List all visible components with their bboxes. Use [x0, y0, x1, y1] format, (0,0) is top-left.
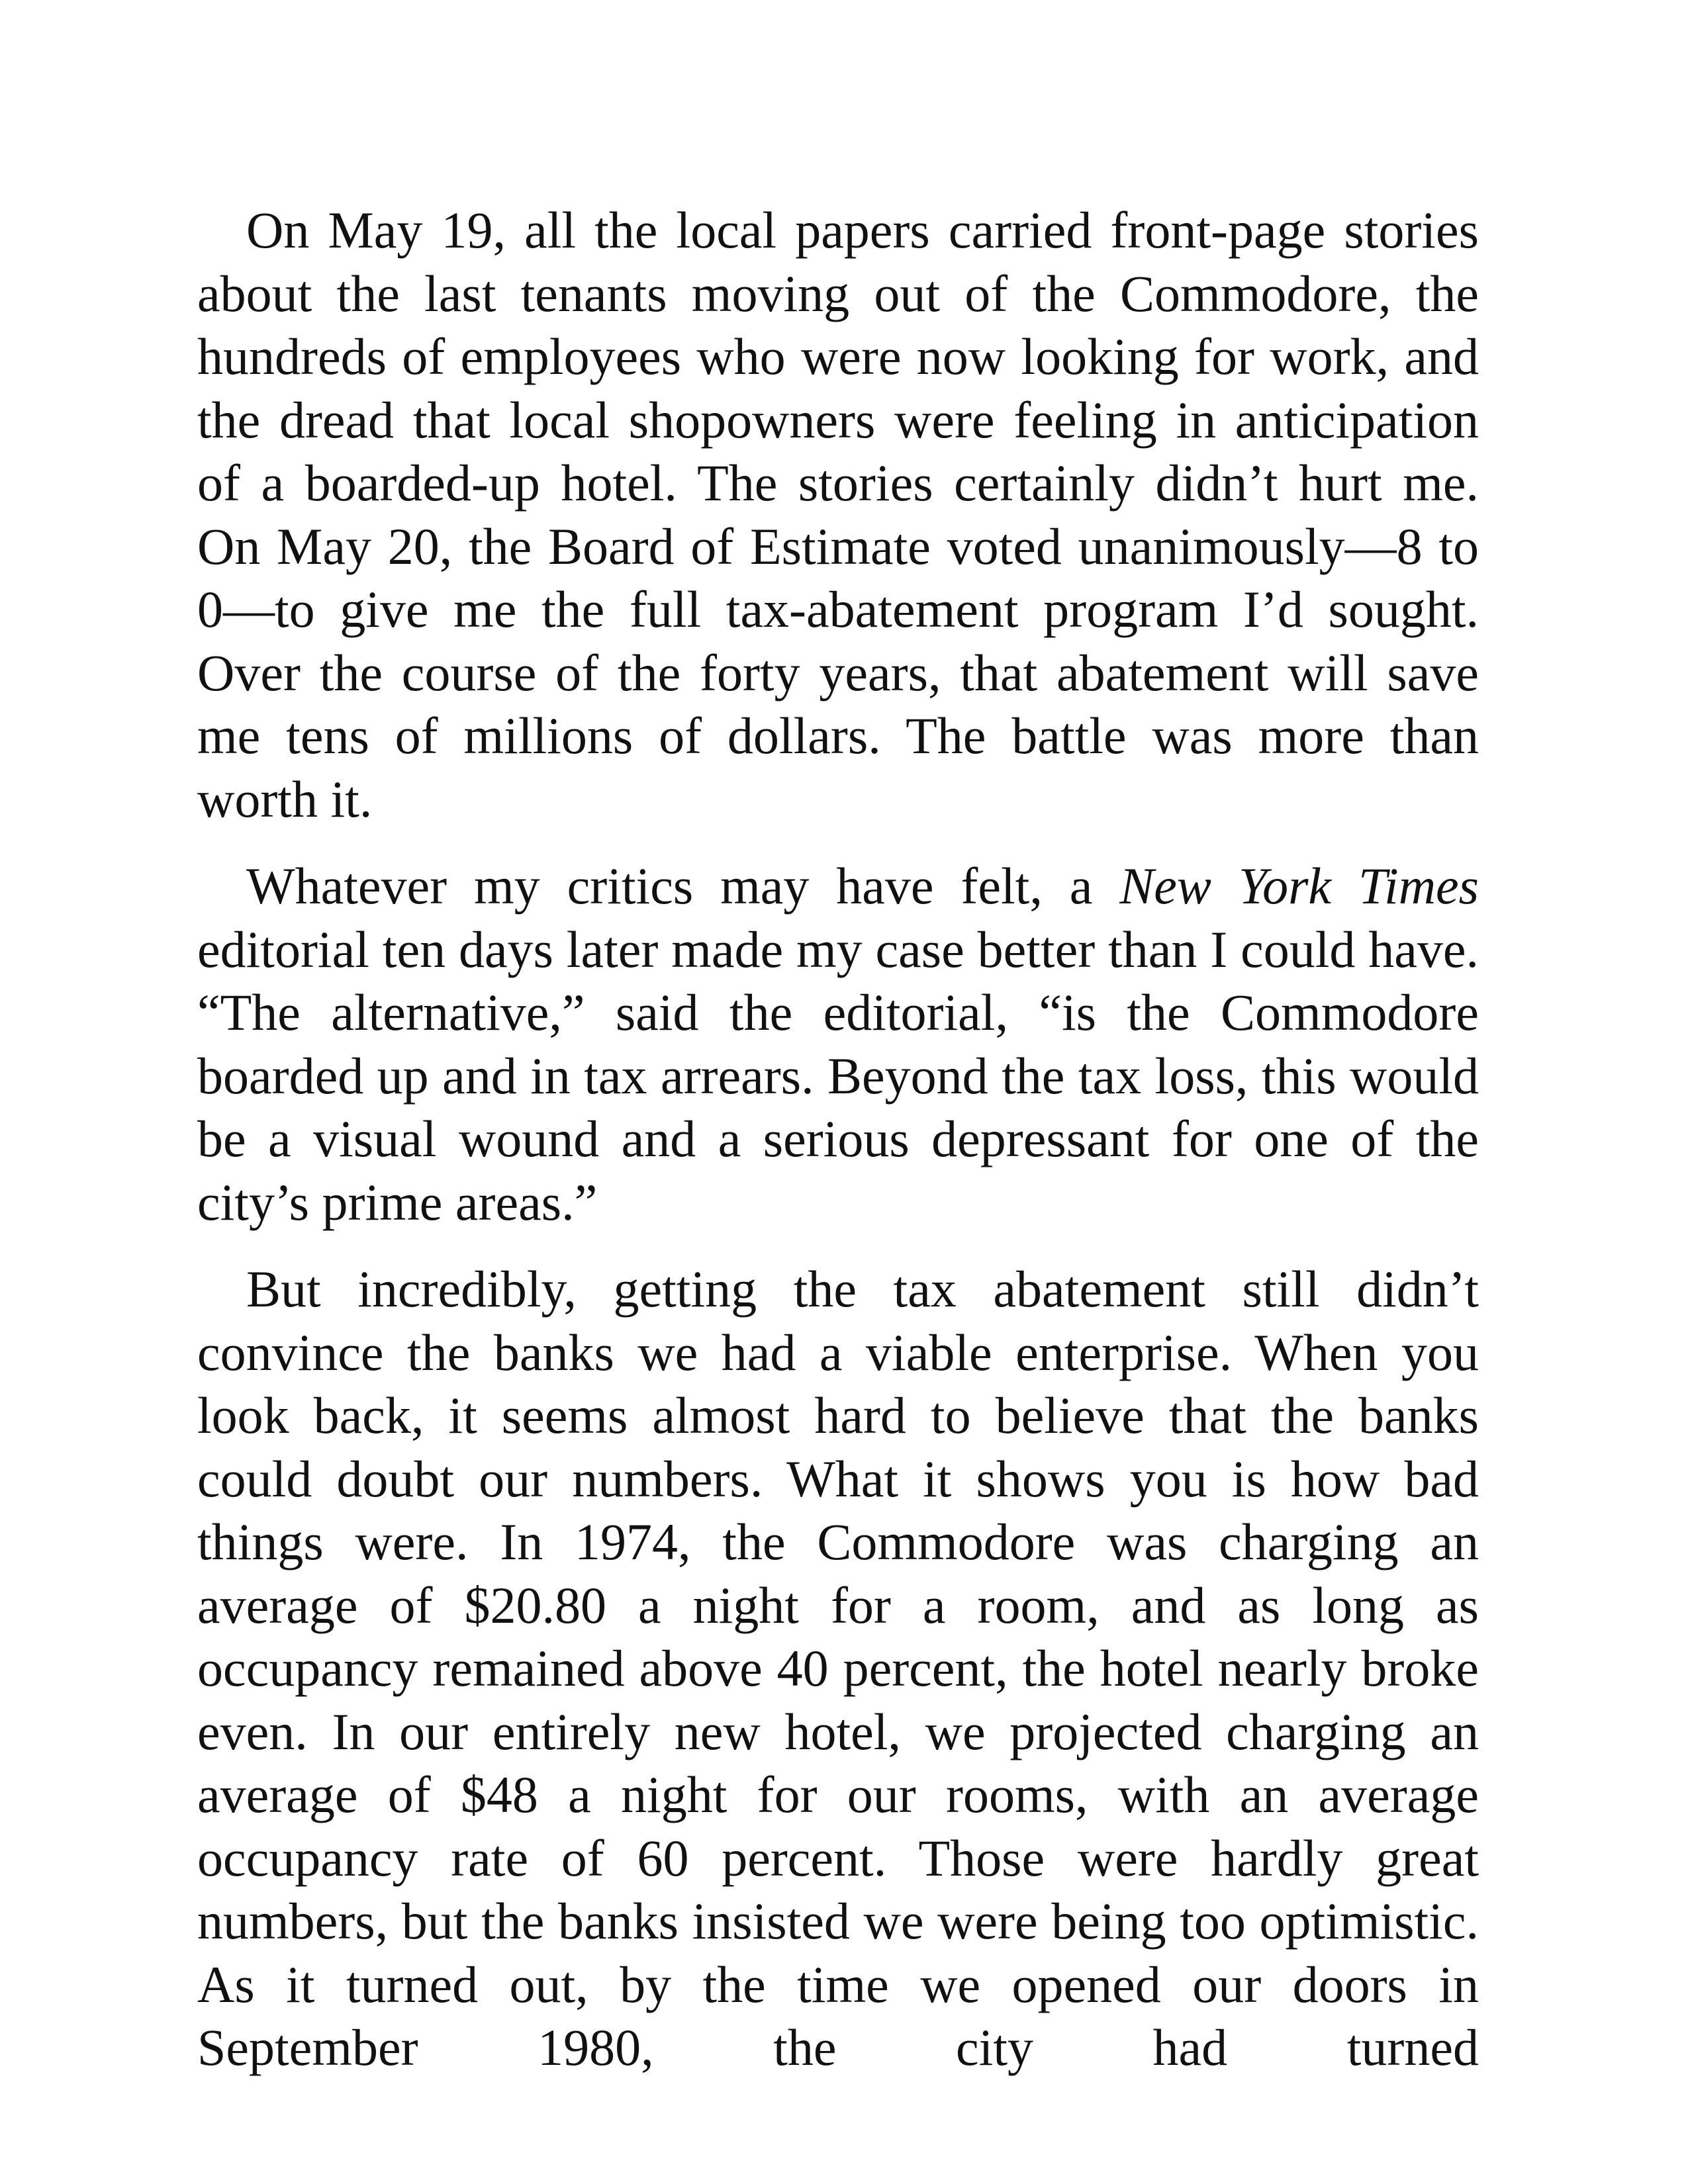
paragraph-2-text-before: Whatever my critics may have felt, a	[246, 857, 1120, 915]
paragraph-2	[197, 854, 1479, 1234]
paragraph-2-text-after: editorial ten days later made my case better than I could have. “The alternative,” said the editorial, “is the Commodore boarded up and in tax arrears. Beyond the tax loss, this would be a visual wound and a serious depressant for one of the city’s prime areas.”	[197, 920, 1479, 1231]
page-body	[197, 199, 1479, 2103]
paragraph-3: But incredibly, getting the tax abatement still didn’t convince the banks we had a viable enterprise. When you look back, it seems almost hard to believe that the banks could doubt our numbers. What it shows you is how bad things were. In 1974, the Commodore was charging an average of $20.80 a night for a room, and as long as occupancy remained above 40 percent, the hotel nearly broke even. In our entirely new hotel, we projected charging an average of $48 a night for our rooms, with an average occupancy rate of 60 percent. Those were hardly great numbers, but the banks insisted we were being too optimistic. As it turned out, by the time we opened our doors in September 1980, the city had turned	[197, 1260, 1479, 2076]
paragraph-1: On May 19, all the local papers carried front-page stories about the last tenants moving out of the Commodore, the hundreds of employees who were now looking for work, and the dread that local shopowners were feeling in anticipation of a boarded-up hotel. The stories certainly didn’t hurt me. On May 20, the Board of Estimate voted unanimously—8 to 0—to give me the full tax-abatement program I’d sought. Over the course of the forty years, that abatement will save me tens of millions of dollars. The battle was more than worth it.	[197, 201, 1479, 828]
publication-title: New York Times	[1119, 857, 1479, 915]
